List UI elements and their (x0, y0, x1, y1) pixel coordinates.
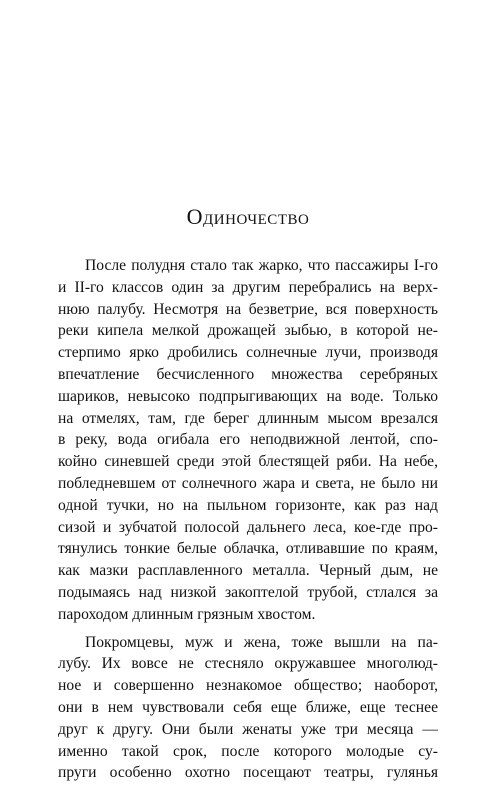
text-line: именно такой срок, после которого молодые су- (58, 742, 438, 760)
text-line: лубу. Их вовсе не стесняло окружавшее многолюд- (58, 655, 438, 673)
text-line: впечатление бесчисленного множества серебряных (58, 365, 438, 383)
text-line: на отмелях, там, где берег длинным мысом врезался (58, 409, 438, 427)
text-line: в реку, вода огибала его неподвижной лентой, спо- (58, 431, 438, 449)
text-line: ное и совершенно незнакомое общество; наоборот, (58, 677, 438, 695)
text-line: одной тучки, но на пыльном горизонте, как раз над (58, 496, 438, 514)
text-line: реки кипела мелкой дрожащей зыбью, в которой не- (58, 322, 438, 340)
chapter-title: Одиночество (186, 204, 310, 229)
text-line: После полудня стало так жарко, что пассажиры I-го (85, 257, 438, 274)
text-line: как мазки расплавленного металла. Черный дым, не (58, 562, 438, 580)
text-line: пруги особенно охотно посещают театры, гулянья (58, 764, 438, 782)
text-line: тянулись тонкие белые облачка, отливавшие по краям, (58, 540, 438, 558)
text-line: шариков, невысоко подпрыгивающих на воде. Только (58, 387, 438, 405)
paragraph-2 (58, 632, 438, 785)
text-line: пароходом длинным грязным хвостом. (58, 605, 316, 623)
text-line: Покромцевы, муж и жена, тоже вышли на па- (85, 633, 438, 651)
text-line: друг к другу. Они были женаты уже три месяца — (58, 720, 438, 738)
book-page (58, 0, 438, 800)
chapter-body (58, 255, 438, 784)
text-line: сизой и зубчатой полосой дальнего леса, кое-где про- (58, 518, 438, 536)
text-line: койно синевшей среди этой блестящей ряби. На небе, (58, 453, 438, 471)
text-line: подымаясь над низкой закоптелой трубой, стлался за (58, 583, 438, 601)
text-line: и II-го классов один за другим перебрались на верх- (58, 278, 438, 296)
text-line: побледневшем от солнечного жара и света, не было ни (58, 474, 438, 492)
text-line: они в нем чувствовали себя еще ближе, еще теснее (58, 698, 438, 716)
text-line: стерпимо ярко дробились солнечные лучи, производя (58, 344, 438, 362)
text-line: нюю палубу. Несмотря на безветрие, вся поверхность (58, 300, 438, 318)
paragraph-1 (58, 255, 438, 626)
